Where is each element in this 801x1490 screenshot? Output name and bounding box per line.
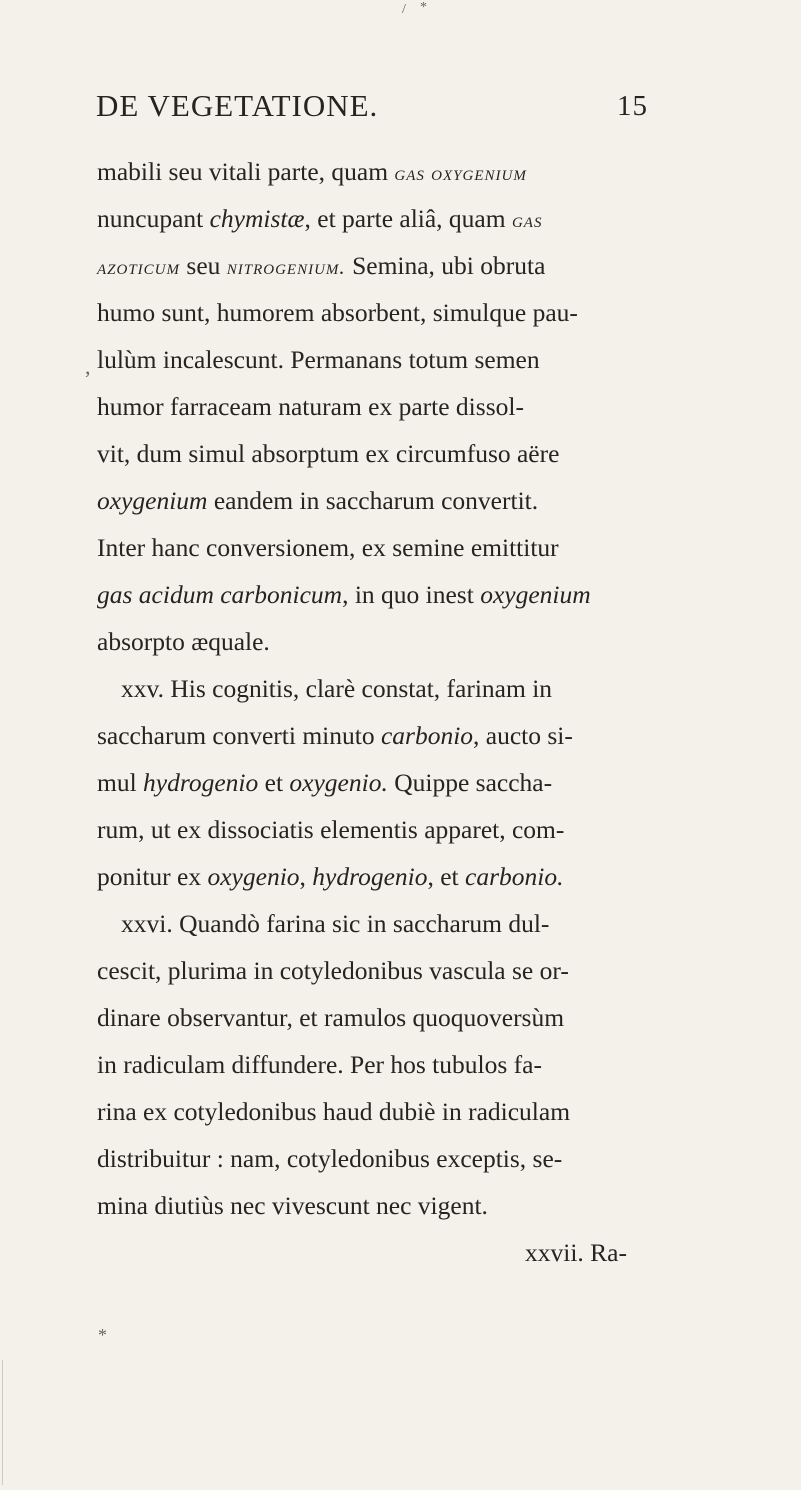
text-run: mabili seu vitali parte, quam bbox=[97, 157, 395, 186]
emphasis-run: oxygenium bbox=[97, 486, 208, 515]
text-run: , in quo inest bbox=[342, 580, 481, 609]
text-run: humo sunt, humorem absorbent, simulque pau- bbox=[97, 298, 578, 327]
text-line bbox=[97, 571, 737, 618]
text-line bbox=[97, 900, 737, 947]
text-run: , aucto si- bbox=[473, 721, 573, 750]
emphasis-run: hydrogenio bbox=[143, 768, 259, 797]
page-edge bbox=[2, 1360, 3, 1485]
text-line bbox=[97, 994, 737, 1041]
text-line bbox=[97, 1088, 737, 1135]
emphasis-run: gas acidum carbonicum bbox=[97, 580, 343, 609]
text-line bbox=[97, 477, 737, 524]
text-line bbox=[97, 430, 737, 477]
text-run: , et bbox=[427, 862, 466, 891]
top-stray-dot: * bbox=[420, 0, 427, 15]
text-run: rum, ut ex dissociatis elementis apparet, com- bbox=[97, 815, 565, 844]
text-run: seu bbox=[180, 251, 227, 280]
text-run: rina ex cotyledonibus haud dubiè in radiculam bbox=[97, 1097, 571, 1126]
text-run: in radiculam diffundere. Per hos tubulos fa- bbox=[97, 1050, 542, 1079]
text-line bbox=[97, 1041, 737, 1088]
text-run: , bbox=[299, 862, 313, 891]
text-run: mina diutiùs nec vivescunt nec vigent. bbox=[97, 1191, 488, 1220]
text-line bbox=[97, 195, 737, 242]
text-line bbox=[97, 1182, 737, 1229]
text-run: xxvi. Quandò farina sic in saccharum dul- bbox=[121, 909, 550, 938]
emphasis-run: gas bbox=[511, 208, 543, 232]
catchword-line bbox=[97, 1229, 737, 1276]
text-line bbox=[97, 712, 737, 759]
text-line bbox=[97, 336, 737, 383]
text-run: et bbox=[258, 768, 290, 797]
catchword: xxvii. Ra- bbox=[525, 1238, 627, 1267]
emphasis-run: gas oxygenium bbox=[394, 161, 527, 185]
running-title: DE VEGETATIONE. bbox=[96, 88, 379, 123]
emphasis-run: carbonio. bbox=[465, 862, 564, 891]
text-line bbox=[97, 947, 737, 994]
text-run: ponitur ex bbox=[97, 862, 208, 891]
text-run: , et parte aliâ, quam bbox=[304, 204, 512, 233]
emphasis-run: oxygenio bbox=[207, 862, 300, 891]
text-run: absorpto æquale. bbox=[97, 627, 270, 656]
emphasis-run: chymistæ bbox=[209, 204, 305, 233]
text-line bbox=[97, 665, 737, 712]
text-run: eandem in saccharum convertit. bbox=[207, 486, 539, 515]
text-line bbox=[97, 289, 737, 336]
text-run: nuncupant bbox=[97, 204, 210, 233]
text-run: cescit, plurima in cotyledonibus vascula se or- bbox=[97, 956, 569, 985]
text-line bbox=[97, 383, 737, 430]
text-line bbox=[97, 524, 737, 571]
text-line bbox=[97, 853, 737, 900]
emphasis-run: oxygenium bbox=[480, 580, 591, 609]
text-run: Quippe saccha- bbox=[387, 768, 553, 797]
top-stray-mark: / bbox=[402, 2, 406, 17]
emphasis-run: hydrogenio bbox=[312, 862, 428, 891]
emphasis-run: carbonio bbox=[380, 721, 474, 750]
text-run: saccharum converti minuto bbox=[97, 721, 381, 750]
text-run: xxv. His cognitis, clarè constat, farinam in bbox=[121, 674, 553, 703]
page-number: 15 bbox=[617, 90, 648, 122]
emphasis-run: azoticum bbox=[97, 255, 181, 279]
bottom-stray-mark: * bbox=[98, 1325, 107, 1345]
text-run: distribuitur : nam, cotyledonibus exceptis, se- bbox=[97, 1144, 563, 1173]
text-line bbox=[97, 1135, 737, 1182]
text-line bbox=[97, 618, 737, 665]
text-run: Inter hanc conversionem, ex semine emittitur bbox=[97, 533, 559, 562]
text-run: humor farraceam naturam ex parte dissol- bbox=[97, 392, 524, 421]
emphasis-run: nitrogenium. bbox=[226, 255, 346, 279]
text-run: Semina, ubi obruta bbox=[345, 251, 546, 280]
text-run: lulùm incalescunt. Permanans totum semen bbox=[97, 345, 540, 374]
text-line bbox=[97, 242, 737, 289]
text-line bbox=[97, 148, 737, 195]
emphasis-run: oxygenio. bbox=[289, 768, 388, 797]
text-run: dinare observantur, et ramulos quoquoversùm bbox=[97, 1003, 565, 1032]
text-line bbox=[97, 806, 737, 853]
text-body bbox=[97, 148, 737, 1276]
text-line bbox=[97, 759, 737, 806]
margin-mark: , bbox=[85, 354, 91, 379]
text-run: vit, dum simul absorptum ex circumfuso aëre bbox=[97, 439, 560, 468]
text-run: mul bbox=[97, 768, 144, 797]
